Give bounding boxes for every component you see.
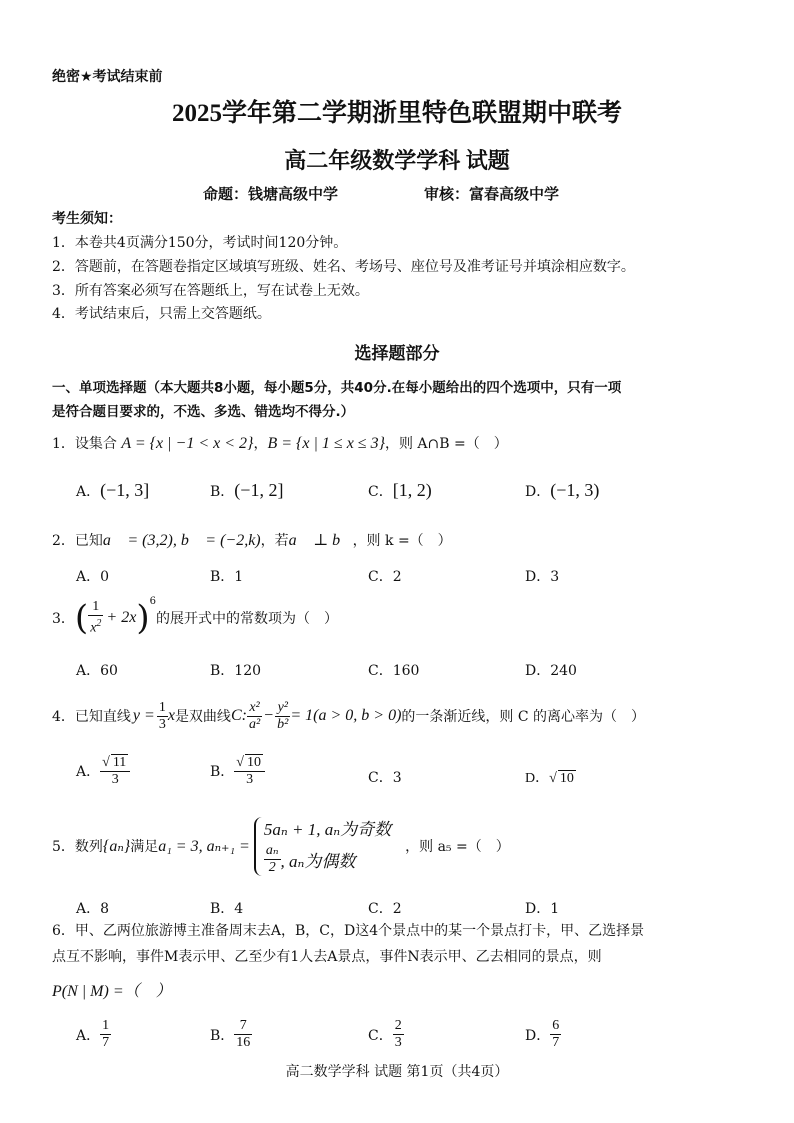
option-label: B． bbox=[210, 1027, 235, 1044]
question-1-stem bbox=[52, 433, 508, 453]
denominator: 7 bbox=[552, 1035, 560, 1050]
notice-item: 3．所有答案必须写在答题纸上，写在试卷上无效。 bbox=[52, 283, 369, 299]
option-a bbox=[76, 480, 149, 501]
numerator: y² bbox=[275, 700, 290, 717]
option-a: A．0 bbox=[76, 569, 110, 585]
question-text: 的一条渐近线，则 C 的离心率为（ ） bbox=[401, 709, 646, 725]
set-a: A = {x | −1 < x < 2} bbox=[121, 435, 254, 452]
exam-title: 2025学年第二学期浙里特色联盟期中联考 bbox=[171, 100, 622, 127]
numerator: 1 bbox=[158, 699, 166, 715]
case-even bbox=[264, 843, 391, 876]
option-label: D． bbox=[525, 484, 551, 500]
slope-fraction bbox=[157, 700, 168, 733]
fraction bbox=[234, 1018, 252, 1051]
option-d bbox=[525, 1018, 561, 1051]
numerator: 1 bbox=[88, 599, 103, 616]
option-b bbox=[210, 754, 265, 788]
option-b: B．120 bbox=[210, 663, 262, 679]
option-d: D．√ 10 bbox=[525, 771, 574, 786]
denominator: a² bbox=[248, 716, 261, 732]
option-c: C．3 bbox=[368, 770, 402, 786]
power: 6 bbox=[149, 596, 156, 607]
vector-expression: a⃗ = (3,2), b⃗ = (−2,k) bbox=[102, 532, 261, 549]
radicand: 10 bbox=[559, 771, 574, 786]
option-label: C． bbox=[368, 484, 393, 500]
question-number: 4． bbox=[52, 709, 75, 725]
option-label: B． bbox=[210, 484, 235, 500]
option-label: D． bbox=[525, 771, 550, 786]
question-text: 数列 bbox=[74, 839, 103, 855]
radicand: 11 bbox=[112, 755, 127, 770]
fraction bbox=[550, 1018, 561, 1051]
question-2-stem bbox=[52, 530, 452, 550]
question-text: ，则 k =（ ） bbox=[352, 533, 452, 549]
section-instruction: 一、单项选择题（本大题共8小题，每小题5分，共40分.在每小题给出的四个选项中，只有一项 bbox=[52, 380, 622, 396]
numerator: 7 bbox=[234, 1018, 252, 1035]
question-5-stem bbox=[52, 808, 510, 884]
question-text: ，若 bbox=[260, 533, 289, 549]
fraction bbox=[264, 843, 281, 876]
option-c: C．2 bbox=[368, 901, 402, 917]
option-a: A．8 bbox=[76, 901, 110, 917]
case-odd: 5aₙ + 1, aₙ为奇数 bbox=[263, 819, 392, 839]
question-text: 的展开式中的常数项为（ ） bbox=[155, 611, 338, 627]
option-d: D．240 bbox=[525, 663, 577, 679]
option-a bbox=[76, 754, 130, 788]
option-d: D．3 bbox=[525, 569, 560, 585]
line-equation: y = bbox=[132, 707, 155, 724]
denominator: 3 bbox=[158, 716, 166, 732]
option-value: [1, 2) bbox=[392, 480, 432, 500]
option-value: (−1, 3) bbox=[550, 480, 600, 500]
close-paren: ) bbox=[136, 598, 150, 638]
fraction: $\frac{√ 11}{3}$ bbox=[100, 754, 130, 788]
numerator: x² bbox=[247, 700, 262, 717]
notice-heading: 考生须知： bbox=[52, 211, 122, 227]
question-text: 设集合 bbox=[74, 436, 117, 452]
option-a: A．60 bbox=[76, 663, 118, 679]
question-number: 1． bbox=[52, 436, 75, 452]
fraction bbox=[247, 700, 262, 733]
exam-subtitle: 高二年级数学学科 试题 bbox=[284, 148, 510, 173]
option-label: D． bbox=[525, 1027, 551, 1044]
exponent: 2 bbox=[96, 618, 102, 630]
radicand: 10 bbox=[246, 755, 261, 770]
option-value: (−1, 2] bbox=[234, 480, 284, 500]
proposer-label: 命题：钱塘高级中学 bbox=[203, 185, 339, 203]
page-footer: 高二数学学科 试题 第1页（共4页） bbox=[285, 1064, 509, 1080]
fraction bbox=[275, 700, 290, 733]
separator: ， bbox=[253, 436, 268, 452]
variable: x bbox=[167, 707, 175, 724]
fraction: $\frac{√ 10}{3}$ bbox=[234, 754, 265, 788]
open-paren: ( bbox=[74, 598, 89, 638]
question-4-stem bbox=[52, 694, 645, 738]
denominator: b² bbox=[277, 716, 289, 732]
curve-name: C: bbox=[230, 707, 247, 724]
section-instruction: 是符合题目要求的，不选、多选、错选均不得分.） bbox=[52, 404, 355, 420]
question-text: 满足 bbox=[130, 839, 159, 855]
fraction bbox=[393, 1018, 404, 1051]
option-label: A． bbox=[76, 764, 101, 780]
option-c bbox=[368, 1018, 404, 1051]
option-label: B． bbox=[210, 764, 235, 780]
condition: = 1(a > 0, b > 0) bbox=[290, 707, 402, 724]
question-number: 5． bbox=[52, 839, 75, 855]
conditional-probability: P(N | M) =（ ） bbox=[52, 983, 172, 1000]
notice-item: 1．本卷共4页满分150分，考试时间120分钟。 bbox=[52, 235, 348, 251]
case-condition: , aₙ为偶数 bbox=[280, 851, 356, 871]
question-6-line: 6．甲、乙两位旅游博主准备周末去A，B，C，D这4个景点中的某一个景点打卡，甲、乙选择景 bbox=[52, 923, 645, 939]
numerator: aₙ bbox=[265, 842, 279, 858]
fraction bbox=[88, 599, 103, 637]
option-b bbox=[210, 1018, 252, 1051]
option-b: B．1 bbox=[210, 569, 244, 585]
piecewise-brace bbox=[254, 817, 391, 876]
denominator: x bbox=[90, 620, 97, 636]
perpendicular-expression: a⃗ ⊥ b⃗ bbox=[288, 532, 353, 549]
question-number: 2． bbox=[52, 533, 75, 549]
denominator: 3 bbox=[111, 772, 119, 787]
numerator: 2 bbox=[394, 1018, 402, 1033]
option-value: (−1, 3] bbox=[100, 480, 150, 500]
denominator: 3 bbox=[394, 1035, 402, 1050]
question-3-stem bbox=[52, 596, 338, 640]
set-b: B = {x | 1 ≤ x ≤ 3} bbox=[267, 435, 385, 452]
option-b bbox=[210, 480, 283, 501]
question-text: ，则 A∩B =（ ） bbox=[384, 436, 508, 452]
option-c bbox=[368, 480, 432, 501]
numerator: 6 bbox=[552, 1018, 560, 1033]
question-text: 已知 bbox=[74, 533, 103, 549]
option-label: A． bbox=[76, 1027, 101, 1044]
notice-item: 2．答题前，在答题卷指定区域填写班级、姓名、考场号、座位号及准考证号并填涂相应数字。 bbox=[52, 259, 635, 275]
option-d: D．1 bbox=[525, 901, 560, 917]
recurrence-start: a₁ = 3, aₙ₊₁ = bbox=[158, 838, 250, 855]
denominator: 2 bbox=[268, 859, 276, 875]
option-label: A． bbox=[76, 484, 101, 500]
denominator: 3 bbox=[246, 772, 254, 787]
denominator: 7 bbox=[102, 1035, 110, 1050]
fraction bbox=[100, 1018, 111, 1051]
denominator: 16 bbox=[236, 1035, 251, 1050]
numerator: 1 bbox=[102, 1018, 110, 1033]
reviewer-label: 审核：富春高级中学 bbox=[424, 185, 560, 203]
option-label: C． bbox=[368, 1027, 393, 1044]
sequence: {aₙ} bbox=[102, 838, 131, 855]
option-c: C．160 bbox=[368, 663, 420, 679]
question-text: 已知直线 bbox=[74, 709, 131, 725]
option-d bbox=[525, 480, 599, 501]
section-title: 选择题部分 bbox=[354, 344, 440, 364]
option-b: B．4 bbox=[210, 901, 244, 917]
confidential-label: 绝密★考试结束前 bbox=[52, 69, 163, 85]
notice-item: 4．考试结束后，只需上交答题纸。 bbox=[52, 306, 271, 322]
question-number: 3． bbox=[52, 611, 75, 627]
plus-term: + 2x bbox=[106, 609, 137, 626]
question-text: 是双曲线 bbox=[174, 709, 231, 725]
minus-sign: − bbox=[264, 707, 274, 724]
question-6-line: 点互不影响，事件M表示甲、乙至少有1人去A景点，事件N表示甲、乙去相同的景点，则 bbox=[52, 949, 602, 965]
option-c: C．2 bbox=[368, 569, 402, 585]
question-text: ，则 a₅ =（ ） bbox=[405, 839, 510, 855]
option-a bbox=[76, 1018, 111, 1051]
